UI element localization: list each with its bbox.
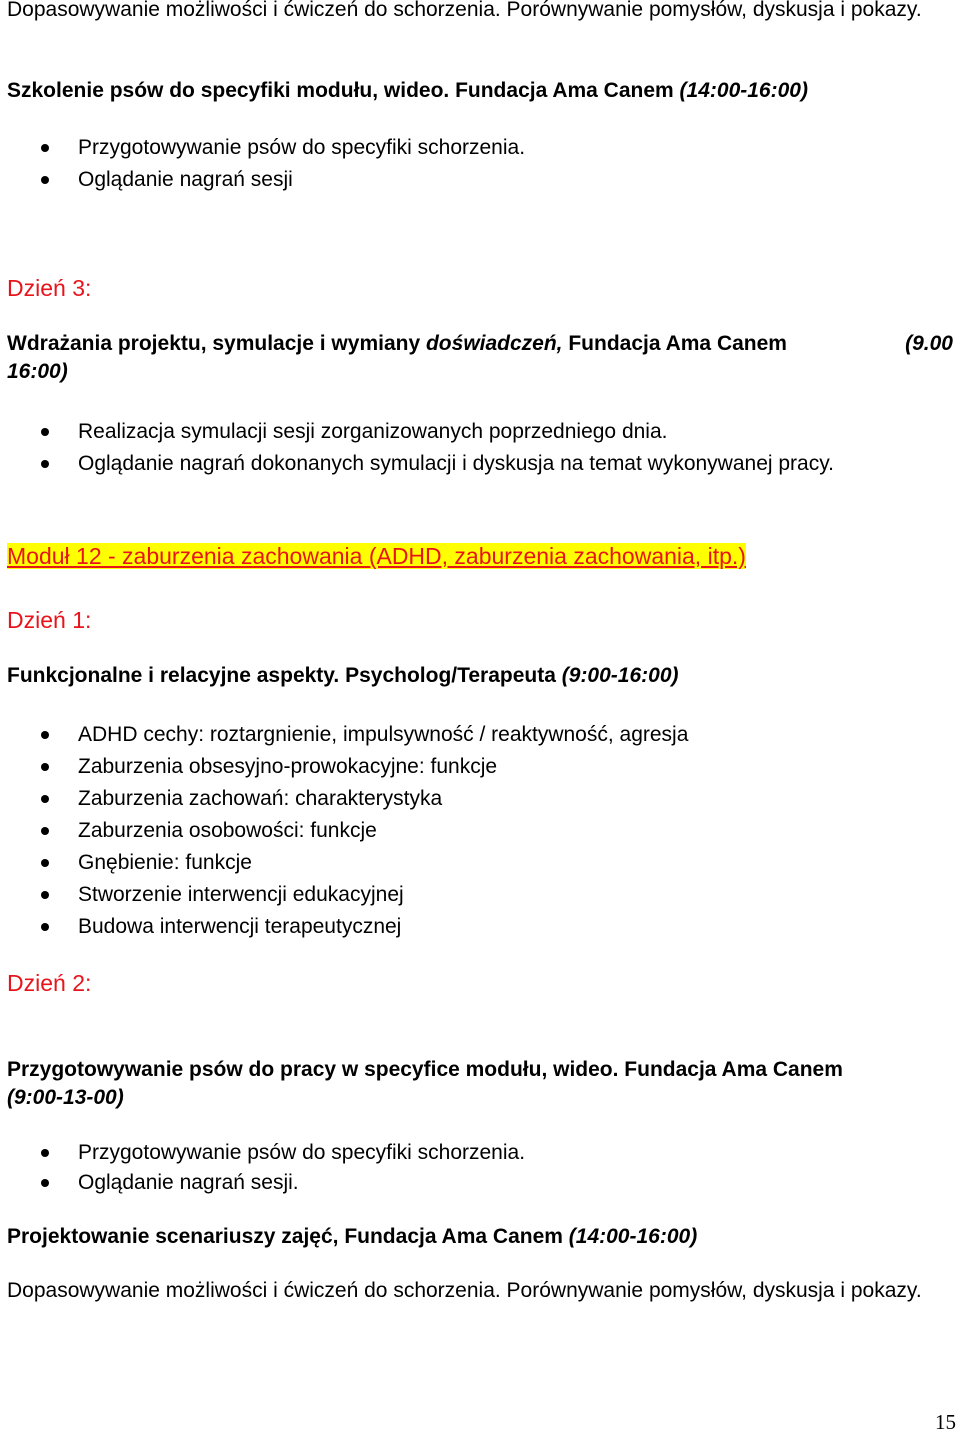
bullet-icon <box>41 827 49 835</box>
day3-heading: Wdrażania projektu, symulacje i wymiany doświadczeń, Fundacja Ama Canem (9.00 16:00) <box>7 332 953 383</box>
module-title: Moduł 12 - zaburzenia zachowania (ADHD, zaburzenia zachowania, itp.) <box>7 543 746 569</box>
bullet-icon <box>41 428 49 436</box>
list-item: Przygotowywanie psów do specyfiki schorzenia. <box>0 1138 950 1168</box>
bullet-icon <box>41 859 49 867</box>
list-item: Stworzenie interwencji edukacyjnej <box>0 879 950 911</box>
day3-title: Dzień 3: <box>7 275 92 301</box>
bullet-icon <box>41 923 49 931</box>
bullet-icon <box>41 795 49 803</box>
section-heading-training <box>7 77 953 105</box>
bullet-icon <box>41 731 49 739</box>
list-item: Zaburzenia osobowości: funkcje <box>0 815 950 847</box>
bullet-icon <box>41 460 49 468</box>
bullet-icon <box>41 1179 49 1187</box>
day2-heading: Przygotowywanie psów do pracy w specyfice modułu, wideo. Fundacja Ama Canem (9:00-13-00) <box>7 1058 843 1109</box>
intro-paragraph: Dopasowywanie możliwości i ćwiczeń do schorzenia. Porównywanie pomysłów, dyskusja i pokazy. <box>7 0 922 21</box>
day2-heading-scenarios: Projektowanie scenariuszy zajęć, Fundacja Ama Canem (14:00-16:00) <box>7 1225 698 1248</box>
bullet-icon <box>41 891 49 899</box>
list-item: Oglądanie nagrań dokonanych symulacji i dyskusja na temat wykonywanej pracy. <box>0 448 950 480</box>
heading-text: Szkolenie psów do specyfiki modułu, wideo. Fundacja Ama Canem <box>7 79 674 102</box>
list-item: Przygotowywanie psów do specyfiki schorzenia. <box>0 132 950 164</box>
bullet-icon <box>41 763 49 771</box>
training-bullet-list <box>0 132 950 196</box>
day1-bullet-list <box>0 719 950 943</box>
day2-bullet-list <box>0 1138 950 1198</box>
list-item: Oglądanie nagrań sesji <box>0 164 950 196</box>
list-item: Budowa interwencji terapeutycznej <box>0 911 950 943</box>
bullet-icon <box>41 176 49 184</box>
list-item: Realizacja symulacji sesji zorganizowanych poprzedniego dnia. <box>0 416 950 448</box>
bullet-icon <box>41 1149 49 1157</box>
day1-heading: Funkcjonalne i relacyjne aspekty. Psycholog/Terapeuta (9:00-16:00) <box>7 664 679 687</box>
list-item: Gnębienie: funkcje <box>0 847 950 879</box>
list-item: Zaburzenia obsesyjno-prowokacyjne: funkcje <box>0 751 950 783</box>
bullet-icon <box>41 144 49 152</box>
day2-title: Dzień 2: <box>7 970 92 996</box>
day1-title: Dzień 1: <box>7 607 92 633</box>
list-item: ADHD cechy: roztargnienie, impulsywność / reaktywność, agresja <box>0 719 950 751</box>
day2-paragraph: Dopasowywanie możliwości i ćwiczeń do schorzenia. Porównywanie pomysłów, dyskusja i pokazy. <box>7 1279 922 1302</box>
list-item: Zaburzenia zachowań: charakterystyka <box>0 783 950 815</box>
heading-time: (14:00-16:00) <box>679 79 808 102</box>
list-item: Oglądanie nagrań sesji. <box>0 1168 950 1198</box>
page-number: 15 <box>935 1410 956 1434</box>
day3-bullet-list <box>0 416 950 480</box>
